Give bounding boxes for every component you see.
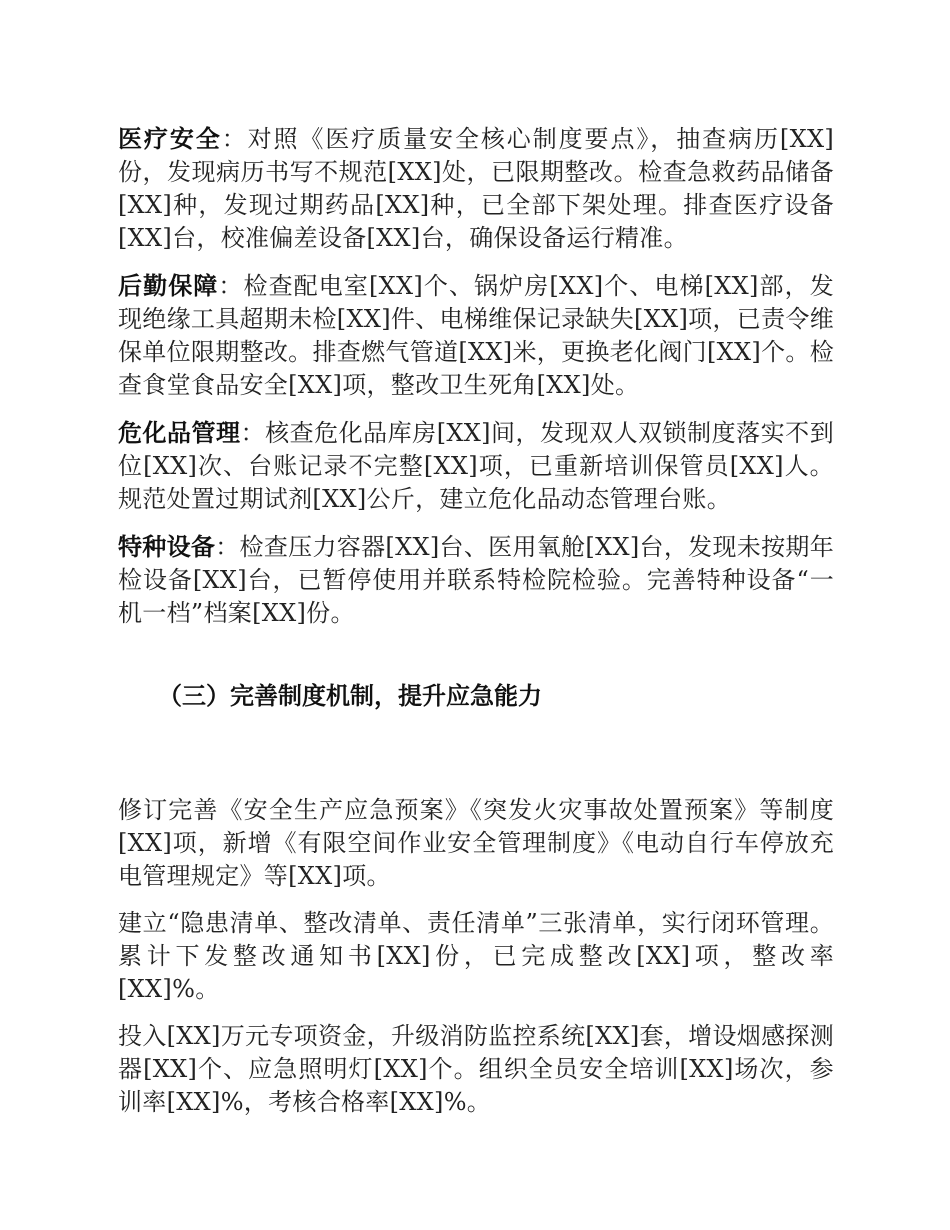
paragraph: 修订完善《安全生产应急预案》《突发火灾事故处置预案》等制度[XX]项，新增《有限空间作业安全管理制度》《电动自行车停放充电管理规定》等[XX]项。 [118, 796, 834, 890]
section-heading: （三）完善制度机制，提升应急能力 [158, 681, 542, 710]
section-text: ：核查危化品库房[XX]间，发现双人双锁制度落实不到位[XX]次、台账记录不完整[XX]项，已重新培训保管员[XX]人。规范处置过期试剂[XX]公斤，建立危化品动态管理台账。 [118, 419, 834, 513]
section-label: 特种设备 [118, 532, 216, 561]
section-text: ：对照《医疗质量安全核心制度要点》，抽查病历[XX]份，发现病历书写不规范[XX]处，已限期整改。检查急救药品储备[XX]种，发现过期药品[XX]种，已全部下架处理。排查医疗设备[XX]台，校准偏差设备[XX]台，确保设备运行精准。 [118, 125, 835, 252]
section-text: ：检查配电室[XX]个、锅炉房[XX]个、电梯[XX]部，发现绝缘工具超期未检[XX]件、电梯维保记录缺失[XX]项，已责令维保单位限期整改。排查燃气管道[XX]米，更换老化阀门[XX]个。检查食堂食品安全[XX]项，整改卫生死角[XX]处。 [118, 272, 834, 399]
section-hazardous-chemicals [118, 416, 834, 516]
section-label: 后勤保障 [118, 271, 219, 300]
section-special-equipment [118, 530, 834, 630]
paragraph: 建立“隐患清单、整改清单、责任清单”三张清单，实行闭环管理。累计下发整改通知书[XX]份，已完成整改[XX]项，整改率[XX]%。 [118, 909, 834, 1003]
section-label: 医疗安全 [118, 124, 222, 153]
section-text: ：检查压力容器[XX]台、医用氧舱[XX]台，发现未按期年检设备[XX]台，已暂停使用并联系特检院检验。完善特种设备“一机一档”档案[XX]份。 [118, 533, 834, 627]
section-label: 危化品管理 [118, 418, 241, 447]
section-medical-safety [118, 122, 834, 255]
system-paragraphs [118, 794, 834, 1119]
paragraph: 投入[XX]万元专项资金，升级消防监控系统[XX]套，增设烟感探测器[XX]个、应急照明灯[XX]个。组织全员安全培训[XX]场次，参训率[XX]%，考核合格率[XX]%。 [118, 1022, 834, 1116]
inspection-sections [118, 122, 834, 630]
section-logistics [118, 269, 834, 402]
